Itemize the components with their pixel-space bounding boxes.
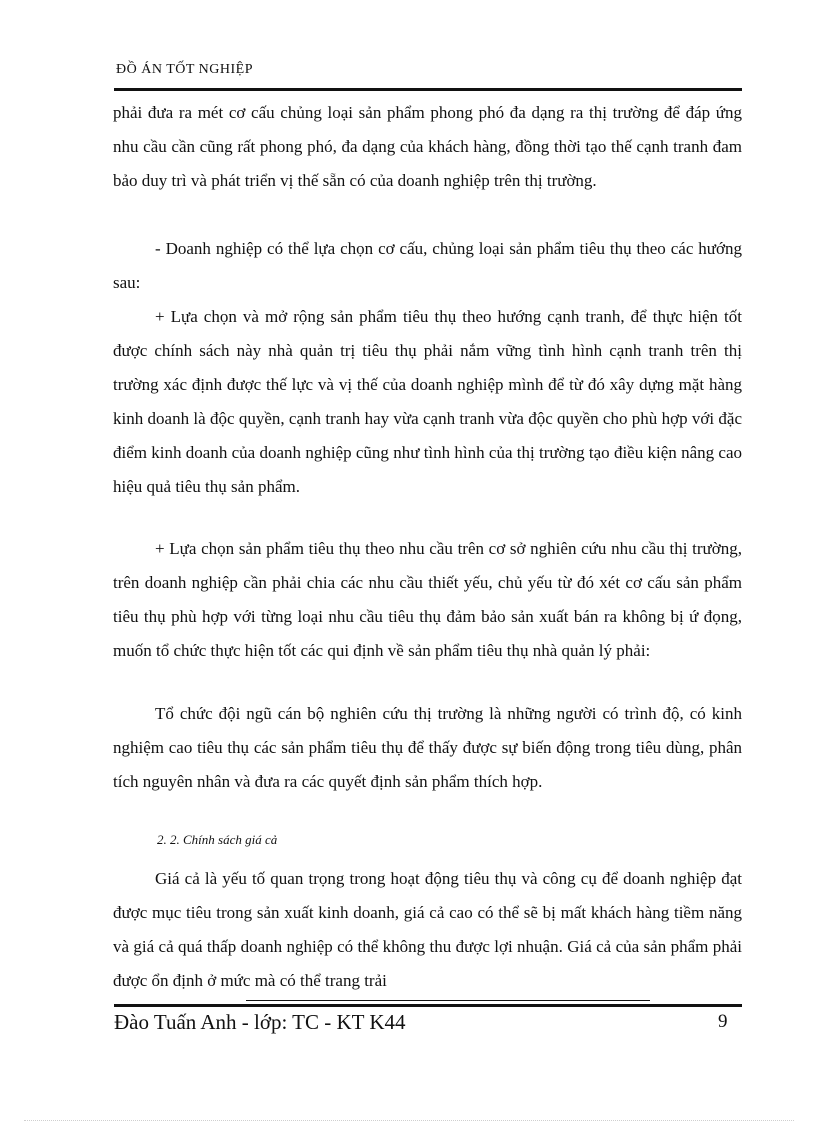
paragraph-2: - Doanh nghiệp có thể lựa chọn cơ cấu, chủng loại sản phẩm tiêu thụ theo các hướng sau: — [113, 239, 742, 292]
section-heading: 2. 2. Chính sách giá cả — [157, 832, 278, 847]
bottom-dotted-border — [24, 1120, 794, 1121]
paragraph-1: phải đưa ra mét cơ cấu chủng loại sản phẩm phong phó đa dạng ra thị trường để đáp ứng nhu cầu cần cũng rất phong phó, đa dạng của khách hàng, đồng thời tạo thế cạnh tranh đam bảo duy trì và phát triển vị thế sẵn có của doanh nghiệp trên thị trường. — [113, 103, 742, 190]
header-rule — [114, 88, 742, 91]
footer-author: Đào Tuấn Anh - lớp: TC - KT K44 — [114, 1010, 406, 1034]
page-number: 9 — [718, 1011, 728, 1032]
paragraph-6: Giá cả là yếu tố quan trọng trong hoạt động tiêu thụ và công cụ để doanh nghiệp đạt được mục tiêu trong sản xuất kinh doanh, giá cả cao có thể sẽ bị mất khách hàng tiềm năng và giá cả quá thấp doanh nghiệp có thể không thu được lợi nhuận. Giá cả của sản phẩm phải được ổn định ở mức mà có thể trang trải — [113, 869, 742, 990]
paragraph-3: + Lựa chọn và mở rộng sản phẩm tiêu thụ theo hướng cạnh tranh, để thực hiện tốt được chính sách này nhà quản trị tiêu thụ phải nắm vững tình hình cạnh tranh trên thị trường xác định được thế lực và vị thế của doanh nghiệp mình để từ đó xây dựng mặt hàng kinh doanh là độc quyền, cạnh tranh hay vừa cạnh tranh vừa độc quyền cho phù hợp với đặc điểm kinh doanh của doanh nghiệp cũng như tình hình của thị trường tạo điều kiện nâng cao hiệu quả tiêu thụ sản phẩm. — [113, 307, 742, 496]
paragraph-4: + Lựa chọn sản phẩm tiêu thụ theo nhu cầu trên cơ sở nghiên cứu nhu cầu thị trường, trên doanh nghiệp cần phải chia các nhu cầu thiết yếu, chủ yếu từ đó xét cơ cấu sản phẩm tiêu thụ phù hợp với từng loại nhu cầu tiêu thụ đảm bảo sản xuất bán ra không bị ứ đọng, muốn tổ chức thực hiện tốt các qui định về sản phẩm tiêu thụ nhà quản lý phải: — [113, 539, 742, 660]
footer-rule — [114, 1004, 742, 1007]
footer-rule-thin — [246, 1000, 650, 1001]
page-header-title: ĐỒ ÁN TỐT NGHIỆP — [116, 62, 253, 77]
paragraph-5: Tổ chức đội ngũ cán bộ nghiên cứu thị trường là những người có trình độ, có kinh nghiệm cao tiêu thụ các sản phẩm tiêu thụ để thấy được sự biến động trong tiêu dùng, phân tích nguyên nhân và đưa ra các quyết định sản phẩm thích hợp. — [113, 704, 742, 791]
